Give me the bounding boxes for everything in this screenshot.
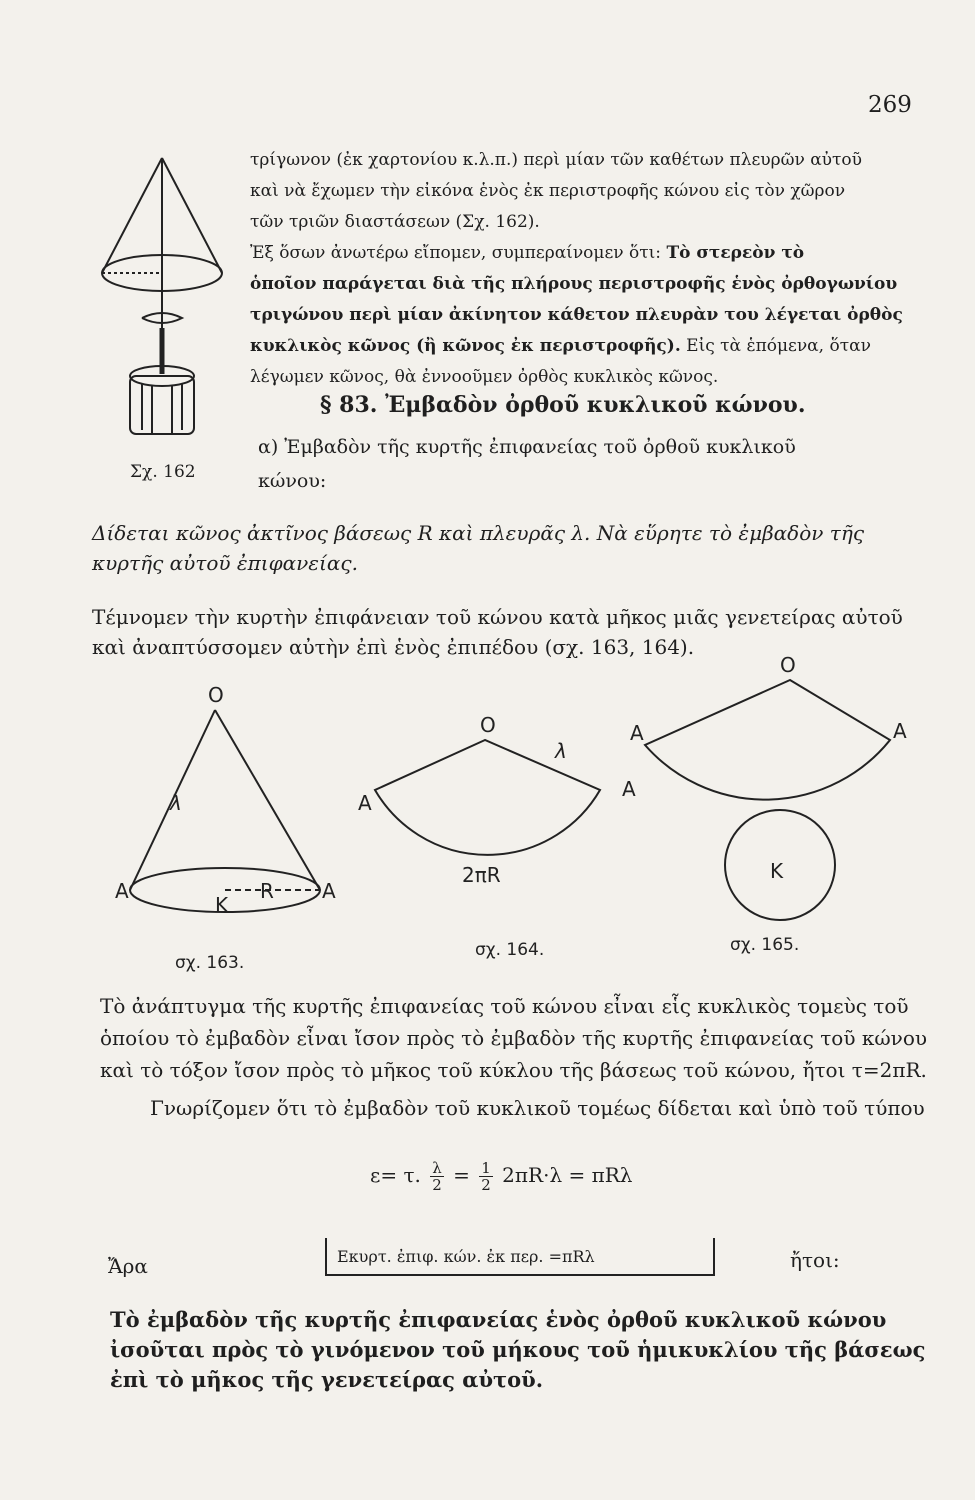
paragraph-3: Γνωρίζομεν ὅτι τὸ ἐμβαδὸν τοῦ κυκλικοῦ τομέως δίδεται καὶ ὑπὸ τοῦ τύπου xyxy=(150,1096,925,1120)
fig164-apex-label: O xyxy=(480,713,496,737)
fig164-slant-label: λ xyxy=(555,739,567,763)
fig163-left-label: A xyxy=(115,879,129,903)
sector-area-formula xyxy=(370,1160,632,1193)
section-heading: § 83. Ἐμβαδὸν ὀρθοῦ κυκλικοῦ κώνου. xyxy=(320,392,806,418)
intro-line-2: καὶ νὰ ἔχωμεν τὴν εἰκόνα ἑνὸς ἐκ περιστροφῆς κώνου εἰς τὸν χῶρον xyxy=(250,181,846,201)
definition-bold-3: τριγώνου περὶ μίαν ἀκίνητον κάθετον πλευρὰν του λέγεται ὀρθὸς xyxy=(250,305,903,325)
definition-line-3 xyxy=(250,300,920,331)
itoi-label: ἤτοι: xyxy=(790,1248,840,1272)
formula-rhs: 2πR·λ = πRλ xyxy=(502,1163,633,1187)
fig163-radius-label: R xyxy=(260,879,274,903)
formula-lhs: ε= τ. xyxy=(370,1163,421,1187)
formula-fraction-1 xyxy=(430,1160,444,1193)
fig163-apex-label: O xyxy=(208,683,224,707)
fig163-slant-label: λ xyxy=(170,791,182,815)
page-number: 269 xyxy=(868,92,912,118)
frac2-numerator: 1 xyxy=(481,1159,491,1177)
definition-bold-4: κυκλικὸς κῶνος (ἢ κῶνος ἐκ περιστροφῆς). xyxy=(250,336,681,356)
frac2-denominator: 2 xyxy=(481,1176,491,1194)
definition-line-2 xyxy=(250,269,920,300)
fig163-center-label: K xyxy=(215,893,229,917)
fig164-caption: σχ. 164. xyxy=(475,940,545,960)
figure-162-caption: Σχ. 162 xyxy=(130,462,196,482)
intro-line-4 xyxy=(250,238,920,269)
fig165-left-label: A xyxy=(630,721,644,745)
fig164-left-label: A xyxy=(358,791,372,815)
subheading-a: α) Ἐμβαδὸν τῆς κυρτῆς ἐπιφανείας τοῦ ὀρθοῦ κυκλικοῦ xyxy=(258,436,796,458)
fig163-right-label: A xyxy=(322,879,336,903)
conclusion-text: Τὸ ἐμβαδὸν τῆς κυρτῆς ἐπιφανείας ἑνὸς ὀρθοῦ κυκλικοῦ κώνου ἰσοῦται πρὸς τὸ γινόμενον τοῦ μήκους τοῦ ἡμικυκλίου τῆς βάσεως ἐπὶ τὸ μῆκος τῆς γενετείρας αὐτοῦ. xyxy=(110,1307,926,1392)
intro-line-3: τῶν τριῶν διαστάσεων (Σχ. 162). xyxy=(250,212,540,232)
fig164-right-label: A xyxy=(622,777,636,801)
definition-line-4 xyxy=(250,331,920,362)
figure-162 xyxy=(92,148,232,438)
definition-bold-1: Τὸ στερεὸν τὸ xyxy=(666,243,805,263)
fig165-center-label: K xyxy=(770,859,784,883)
intro-text xyxy=(250,145,920,393)
fig165-apex-label: O xyxy=(780,653,796,677)
definition-tail: Εἰς τὰ ἑπόμενα, ὅταν xyxy=(686,336,871,356)
ara-label: Ἄρα xyxy=(108,1254,148,1278)
fig165-caption: σχ. 165. xyxy=(730,935,800,955)
definition-line-5: λέγωμεν κῶνος, θὰ ἐννοοῦμεν ὀρθὸς κυκλικὸς κῶνος. xyxy=(250,367,719,387)
intro-line-1: τρίγωνον (ἐκ χαρτονίου κ.λ.π.) περὶ μίαν τῶν καθέτων πλευρῶν αὐτοῦ xyxy=(250,150,862,170)
fig165-right-label: A xyxy=(893,719,907,743)
frac1-numerator: λ xyxy=(432,1159,442,1177)
given-text: Δίδεται κῶνος ἀκτῖνος βάσεως R καὶ πλευρᾶς λ. Νὰ εὕρητε τὸ ἐμβαδὸν τῆς κυρτῆς αὐτοῦ ἐπιφανείας. xyxy=(92,521,865,575)
paragraph-1: Τέμνομεν τὴν κυρτὴν ἐπιφάνειαν τοῦ κώνου κατὰ μῆκος μιᾶς γενετείρας αὐτοῦ καὶ ἀναπτύσσομεν αὐτὴν ἐπὶ ἑνὸς ἐπιπέδου (σχ. 163, 164). xyxy=(92,605,903,659)
formula-fraction-2 xyxy=(479,1160,493,1193)
fig163-caption: σχ. 163. xyxy=(175,953,245,973)
figures-163-165 xyxy=(100,650,930,980)
boxed-formula: Εκυρτ. ἐπιφ. κών. ἐκ περ. =πRλ xyxy=(325,1238,715,1276)
intro-line-4-text: Ἐξ ὅσων ἀνωτέρω εἴπομεν, συμπεραίνομεν ὅτι: xyxy=(250,243,662,263)
subheading-a-cont: κώνου: xyxy=(258,470,327,492)
formula-equals: = xyxy=(453,1163,470,1187)
fig164-arc-label: 2πR xyxy=(462,863,501,887)
paragraph-2: Τὸ ἀνάπτυγμα τῆς κυρτῆς ἐπιφανείας τοῦ κώνου εἶναι εἷς κυκλικὸς τομεὺς τοῦ ὁποίου τὸ ἐμβαδὸν εἶναι ἴσον πρὸς τὸ ἐμβαδὸν τῆς κυρτῆς ἐπιφανείας τοῦ κώνου καὶ τὸ τόξον ἴσον πρὸς τὸ μῆκος τοῦ κύκλου τῆς βάσεως τοῦ κώνου, ἤτοι τ=2πR. xyxy=(100,994,928,1082)
frac1-denominator: 2 xyxy=(432,1176,442,1194)
definition-bold-2: ὁποῖον παράγεται διὰ τῆς πλήρους περιστροφῆς ἑνὸς ὀρθογωνίου xyxy=(250,274,898,294)
